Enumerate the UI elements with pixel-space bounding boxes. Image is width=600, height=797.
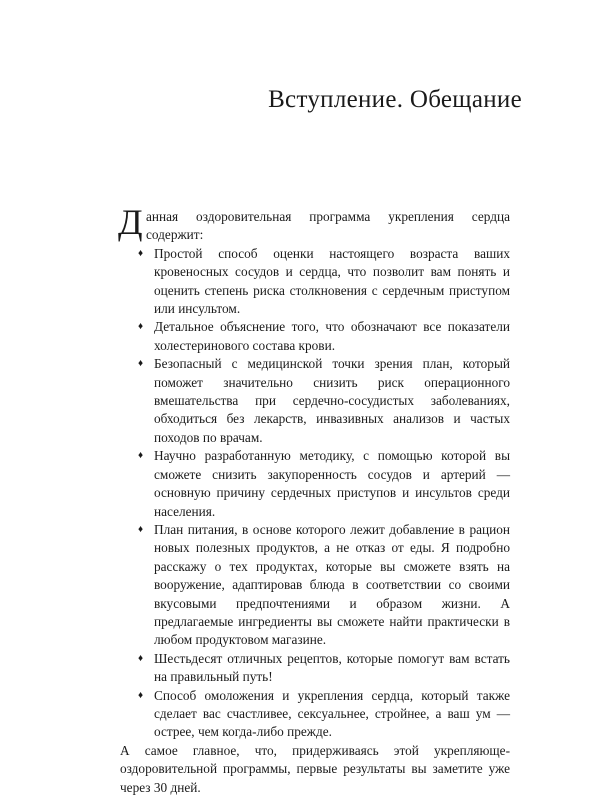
- list-item-text: Безопасный с медицинской точки зрения план, который поможет значительно снизить риск операционного вмешательства при сердечно-сосудистых заболеваниях, обходиться без лекарств, инвазивных анализов и частых походов по врачам.: [154, 356, 510, 445]
- list-item-text: Простой способ оценки настоящего возраста ваших кровеносных сосудов и сердца, что позволит вам понять и оценить степень риска столкновения с сердечным приступом или инсультом.: [154, 245, 510, 317]
- diamond-bullet-icon: ♦: [138, 247, 144, 259]
- list-item-text: Детальное объяснение того, что обозначают все показатели холестеринового состава крови.: [154, 319, 510, 353]
- diamond-bullet-icon: ♦: [138, 358, 144, 370]
- list-item: [138, 447, 510, 521]
- list-item-text: Способ омоложения и укрепления сердца, который также сделает вас счастливее, сексуальнее, стройнее, а ваш ум — острее, чем когда-либо прежде.: [154, 687, 510, 740]
- body-text: [118, 202, 510, 797]
- diamond-bullet-icon: ♦: [138, 689, 144, 701]
- list-item: [138, 687, 510, 742]
- diamond-bullet-icon: ♦: [138, 450, 144, 462]
- chapter-title: Вступление. Обещание: [268, 86, 522, 113]
- list-item-text: Научно разработанную методику, с помощью которой вы сможете снизить закупоренность сосудов и артерий — основную причину сердечных приступов и инсультов среди населения.: [154, 448, 510, 519]
- diamond-bullet-icon: ♦: [138, 321, 144, 333]
- list-item: [138, 355, 510, 447]
- intro-paragraph: [118, 202, 510, 245]
- list-item-text: План питания, в основе которого лежит добавление в рацион новых полезных продуктов, а не отказ от еды. Я подробно расскажу о тех продуктах, которые вы сможете взять на вооружение, адаптировав блюда в соответствии со своими вкусовыми предпочтениями и образом жизни. А предлагаемые ингредиенты вы сможете найти практически в любом продуктовом магазине.: [154, 521, 510, 648]
- list-item: [138, 245, 510, 319]
- drop-cap: Д: [118, 202, 143, 242]
- diamond-bullet-icon: ♦: [138, 523, 144, 535]
- diamond-bullet-icon: ♦: [138, 652, 144, 664]
- list-item: [138, 318, 510, 355]
- closing-paragraph: А самое главное, что, придерживаясь этой укрепляюще-оздоровительной программы, первые результаты вы заметите уже через 30 дней.: [120, 742, 510, 795]
- list-item-text: Шестьдесят отличных рецептов, которые помогут вам встать на правильный путь!: [154, 650, 510, 685]
- list-item: [138, 650, 510, 687]
- feature-list: [120, 245, 510, 742]
- intro-text: анная оздоровительная программа укрепления сердца содержит:: [146, 209, 510, 243]
- list-item: [138, 521, 510, 650]
